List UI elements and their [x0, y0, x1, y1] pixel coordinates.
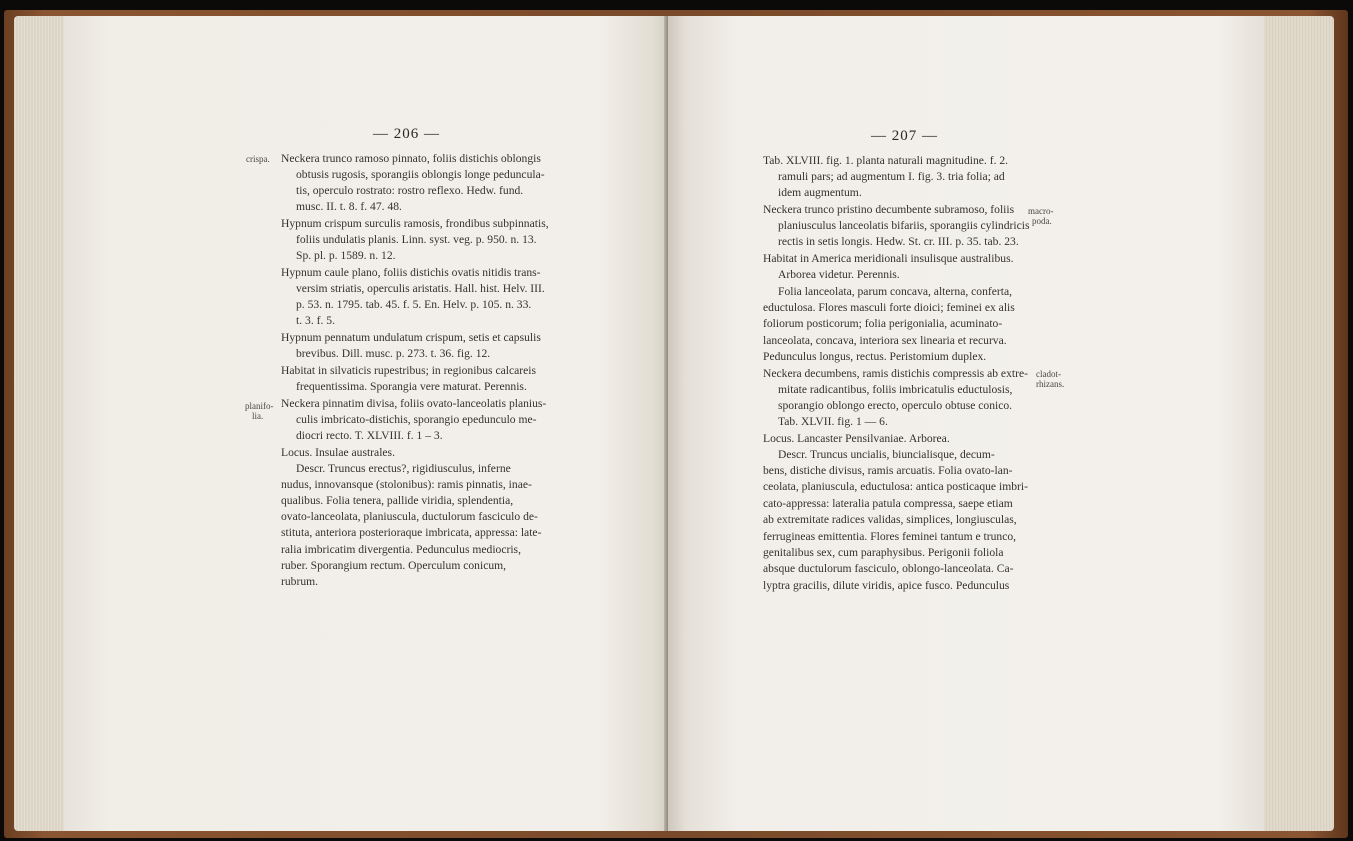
text-line: ceolata, planiuscula, eductulosa: antica posticaque imbri- — [763, 480, 1028, 493]
text-line: stituta, anteriora posterioraque imbricata, appressa: late- — [281, 526, 542, 539]
margin-note-planifolia: planifo- — [245, 401, 274, 411]
text-line: t. 3. f. 5. — [296, 314, 335, 327]
text-line: Habitat in America meridionali insulisque australibus. — [763, 252, 1014, 265]
text-line: qualibus. Folia tenera, pallide viridia, splendentia, — [281, 494, 514, 507]
text-line: Locus. Lancaster Pensilvaniae. Arborea. — [763, 432, 950, 445]
text-line: ramuli pars; ad augmentum I. fig. 3. tria folia; ad — [778, 170, 1005, 183]
page-edges-right — [1262, 16, 1334, 831]
text-line: Neckera trunco ramoso pinnato, foliis distichis oblongis — [281, 152, 541, 165]
text-line: Neckera pinnatim divisa, foliis ovato-lanceolatis planius- — [281, 397, 547, 410]
text-line: eductulosa. Flores masculi forte dioici; feminei ex alis — [763, 301, 1015, 314]
margin-note-macropoda: macro- — [1028, 206, 1054, 216]
margin-note-macropoda-2: poda. — [1032, 216, 1052, 226]
text-line: musc. II. t. 8. f. 47. 48. — [296, 200, 402, 213]
text-line: frequentissima. Sporangia vere maturat. Perennis. — [296, 380, 527, 393]
text-line: versim striatis, operculis aristatis. Hall. hist. Helv. III. — [296, 282, 545, 295]
text-line: brevibus. Dill. musc. p. 273. t. 36. fig. 12. — [296, 347, 491, 360]
margin-note-cladorhizans: cladot- — [1036, 369, 1061, 379]
text-line: rubrum. — [281, 575, 319, 588]
text-line: tis, operculo rostrato: rostro reflexo. Hedw. fund. — [296, 184, 524, 197]
text-line: diocri recto. T. XLVIII. f. 1 – 3. — [296, 429, 443, 442]
margin-note-planifolia-2: lia. — [252, 411, 264, 421]
text-line: Habitat in silvaticis rupestribus; in regionibus calcareis — [281, 364, 537, 377]
text-line: Hypnum pennatum undulatum crispum, setis et capsulis — [281, 331, 541, 344]
text-line: Descr. Truncus uncialis, biuncialisque, decum- — [778, 448, 995, 461]
text-line: cato-appressa: lateralia patula compressa, saepe etiam — [763, 497, 1013, 510]
text-line: Neckera trunco pristino decumbente subramoso, foliis — [763, 203, 1015, 216]
left-page-number: — 206 — — [373, 126, 440, 142]
text-line: Folia lanceolata, parum concava, alterna, conferta, — [778, 285, 1013, 298]
right-page-number: — 207 — — [871, 128, 938, 144]
text-line: ab extremitate radices validas, simplices, longiusculas, — [763, 513, 1017, 526]
text-line: idem augmentum. — [778, 186, 862, 199]
text-line: Pedunculus longus, rectus. Peristomium duplex. — [763, 350, 987, 363]
text-line: ferrugineas emittentia. Flores feminei tantum e trunco, — [763, 530, 1017, 543]
text-line: rectis in setis longis. Hedw. St. cr. III. p. 35. tab. 23. — [778, 235, 1019, 248]
right-page — [668, 16, 1264, 831]
text-line: Locus. Insulae australes. — [281, 446, 395, 459]
text-line: Hypnum caule plano, foliis distichis ovatis nitidis trans- — [281, 266, 541, 279]
text-line: ralia imbricatim divergentia. Pedunculus mediocris, — [281, 543, 521, 556]
text-line: foliis undulatis planis. Linn. syst. veg. p. 950. n. 13. — [296, 233, 537, 246]
text-line: nudus, innovansque (stolonibus): ramis pinnatis, inae- — [281, 478, 532, 491]
text-line: Tab. XLVII. fig. 1 — 6. — [778, 415, 888, 428]
text-line: Hypnum crispum surculis ramosis, frondibus subpinnatis, — [281, 217, 549, 230]
text-line: absque ductulorum fasciculo, oblongo-lanceolata. Ca- — [763, 562, 1014, 575]
text-line: ovato-lanceolata, planiuscula, ductulorum fasciculo de- — [281, 510, 538, 523]
text-line: planiusculus lanceolatis bifariis, sporangiis cylindricis — [778, 219, 1030, 232]
text-line: foliorum posticorum; folia perigonialia, acuminato- — [763, 317, 1003, 330]
text-line: bens, distiche divisus, ramis arcuatis. Folia ovato-lan- — [763, 464, 1013, 477]
text-line: genitalibus sex, cum paraphysibus. Perigonii foliola — [763, 546, 1004, 559]
text-line: Tab. XLVIII. fig. 1. planta naturali magnitudine. f. 2. — [763, 154, 1009, 167]
margin-note-cladorhizans-2: rhizans. — [1036, 379, 1065, 389]
text-line: lanceolata, concava, interiora sex linearia et recurva. — [763, 334, 1007, 347]
text-line: ruber. Sporangium rectum. Operculum conicum, — [281, 559, 507, 572]
text-line: Descr. Truncus erectus?, rigidiusculus, inferne — [296, 462, 511, 475]
text-line: culis imbricato-distichis, sporangio epedunculo me- — [296, 413, 537, 426]
text-line: Sp. pl. p. 1589. n. 12. — [296, 249, 396, 262]
text-line: Neckera decumbens, ramis distichis compressis ab extre- — [763, 367, 1028, 380]
text-line: mitate radicantibus, foliis imbricatulis eductulosis, — [778, 383, 1013, 396]
text-line: p. 53. n. 1795. tab. 45. f. 5. En. Helv. p. 105. n. 33. — [296, 298, 532, 311]
text-line: Arborea videtur. Perennis. — [778, 268, 900, 281]
text-line: lyptra gracilis, dilute viridis, apice fusco. Pedunculus — [763, 579, 1010, 592]
margin-note-crispa: crispa. — [246, 154, 270, 164]
text-line: sporangio oblongo erecto, operculo obtuse conico. — [778, 399, 1013, 412]
text-line: obtusis rugosis, sporangiis oblongis longe peduncula- — [296, 168, 545, 181]
